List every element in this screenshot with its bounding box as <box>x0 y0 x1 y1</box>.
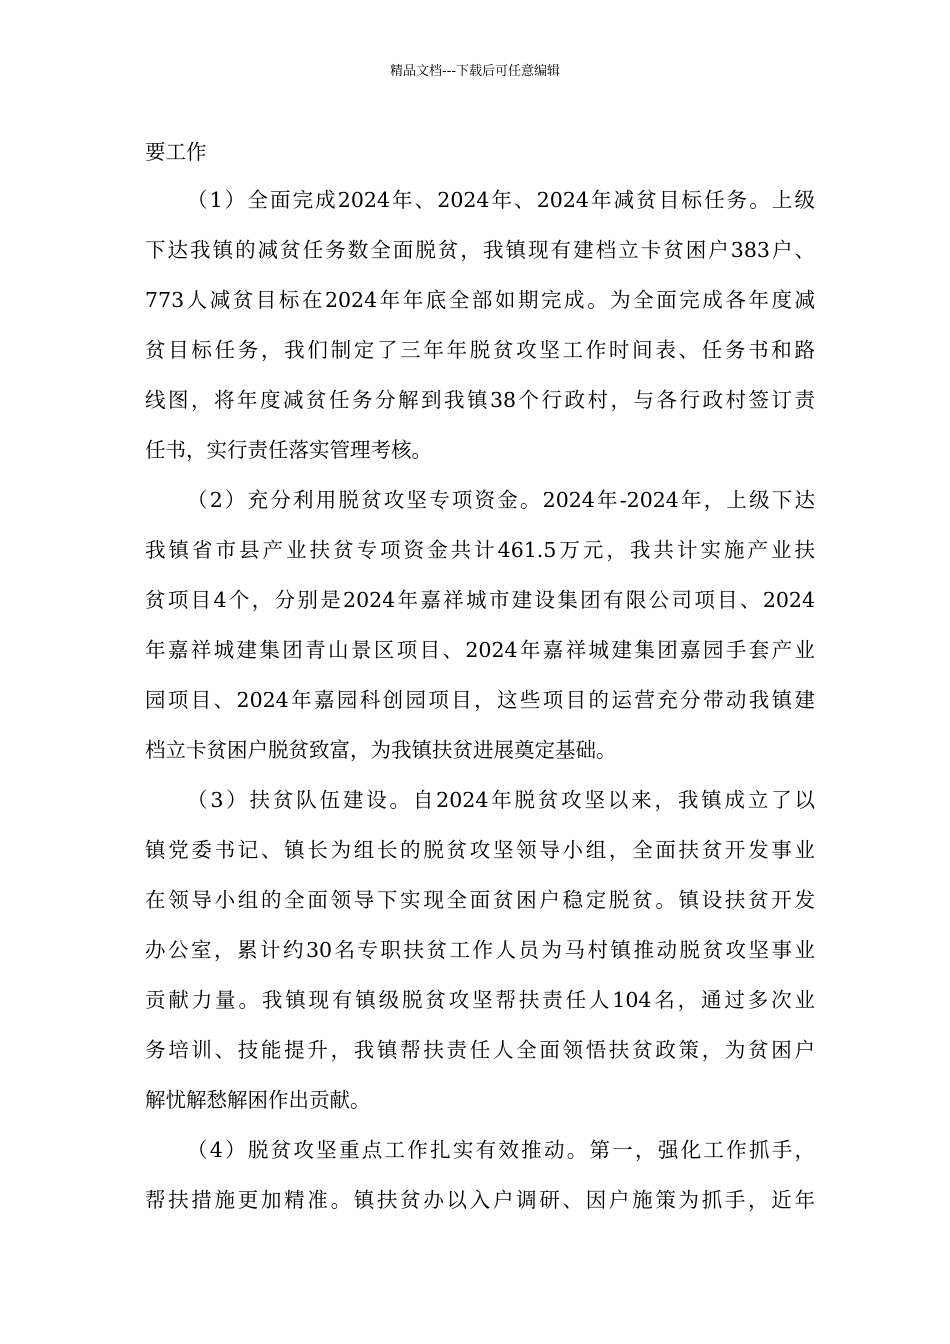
text-line: 园项目、2024年嘉园科创园项目，这些项目的运营充分带动我镇建 <box>145 688 815 712</box>
text-line: 线图，将年度减贫任务分解到我镇38个行政村，与各行政村签订责 <box>145 388 815 412</box>
text-line: 我镇省市县产业扶贫专项资金共计461.5万元，我共计实施产业扶 <box>145 538 815 562</box>
page-header: 精品文档---下载后可任意编辑 <box>389 64 561 79</box>
text-line: 贡献力量。我镇现有镇级脱贫攻坚帮扶责任人104名，通过多次业 <box>145 988 815 1012</box>
text-line: 贫项目4个，分别是2024年嘉祥城市建设集团有限公司项目、2024 <box>145 588 815 612</box>
text-line: 任书，实行责任落实管理考核。 <box>145 438 432 462</box>
text-line: 帮扶措施更加精准。镇扶贫办以入户调研、因户施策为抓手，近年 <box>145 1188 815 1212</box>
text-line: 贫目标任务，我们制定了三年年脱贫攻坚工作时间表、任务书和路 <box>145 338 815 362</box>
text-line: 773人减贫目标在2024年年底全部如期完成。为全面完成各年度减 <box>145 288 815 312</box>
text-line: 在领导小组的全面领导下实现全面贫困户稳定脱贫。镇设扶贫开发 <box>145 888 815 912</box>
text-line: 下达我镇的减贫任务数全面脱贫，我镇现有建档立卡贫困户383户、 <box>145 238 815 262</box>
text-line: （1）全面完成2024年、2024年、2024年减贫目标任务。上级 <box>187 188 815 212</box>
text-line: 年嘉祥城建集团青山景区项目、2024年嘉祥城建集团嘉园手套产业 <box>145 638 815 662</box>
text-line: 镇党委书记、镇长为组长的脱贫攻坚领导小组，全面扶贫开发事业 <box>145 838 815 862</box>
text-line: 务培训、技能提升，我镇帮扶责任人全面领悟扶贫政策，为贫困户 <box>145 1038 815 1062</box>
text-line: （3）扶贫队伍建设。自2024年脱贫攻坚以来，我镇成立了以 <box>187 788 815 812</box>
text-line: 要工作 <box>145 140 207 164</box>
text-line: 档立卡贫困户脱贫致富，为我镇扶贫进展奠定基础。 <box>145 738 617 762</box>
text-line: 办公室，累计约30名专职扶贫工作人员为马村镇推动脱贫攻坚事业 <box>145 938 815 962</box>
text-line: 解忧解愁解困作出贡献。 <box>145 1088 371 1112</box>
text-line: （4）脱贫攻坚重点工作扎实有效推动。第一，强化工作抓手， <box>187 1138 815 1162</box>
text-line: （2）充分利用脱贫攻坚专项资金。2024年-2024年，上级下达 <box>187 488 815 512</box>
